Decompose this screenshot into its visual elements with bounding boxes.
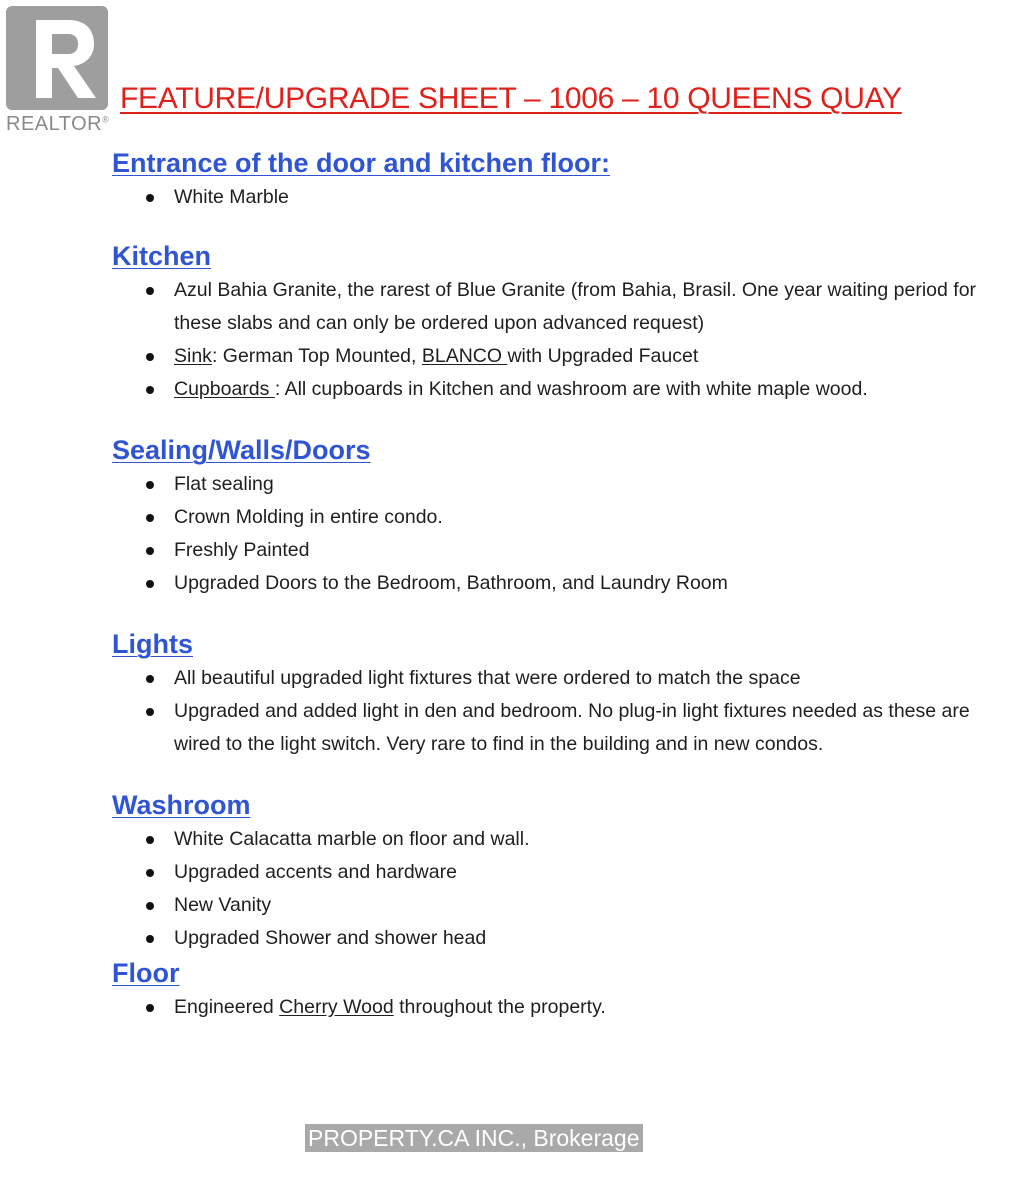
section-heading-entrance: Entrance of the door and kitchen floor:: [112, 148, 611, 178]
section-heading-kitchen: Kitchen: [112, 241, 212, 271]
list-item: New Vanity: [112, 889, 992, 922]
list-item: Upgraded accents and hardware: [112, 856, 992, 889]
list-item: Flat sealing: [112, 468, 992, 501]
list-item-cupboards: [112, 373, 992, 406]
list-item: Upgraded Doors to the Bedroom, Bathroom, and Laundry Room: [112, 567, 992, 600]
entrance-items: [112, 181, 992, 214]
sink-text-2: with Upgraded Faucet: [507, 345, 699, 367]
kitchen-items: [112, 274, 992, 406]
realtor-wordmark: REALTOR®: [6, 113, 110, 135]
floor-text-2: throughout the property.: [393, 996, 606, 1018]
floor-text: Engineered: [174, 996, 280, 1018]
realtor-logo: [0, 0, 120, 140]
section-heading-washroom: Washroom: [112, 790, 251, 820]
list-item: Upgraded Shower and shower head: [112, 922, 992, 955]
list-item: Crown Molding in entire condo.: [112, 501, 992, 534]
section-heading-floor: Floor: [112, 958, 180, 988]
section-heading-lights: Lights: [112, 629, 193, 659]
sink-text: : German Top Mounted,: [211, 345, 422, 367]
list-item-sink: [112, 340, 992, 373]
sealing-items: [112, 468, 992, 600]
list-item: Freshly Painted: [112, 534, 992, 567]
list-item: White Calacatta marble on floor and wall.: [112, 823, 992, 856]
list-item-floor: [112, 991, 992, 1024]
list-item: Azul Bahia Granite, the rarest of Blue Granite (from Bahia, Brasil. One year waiting period for these slabs and can only be ordered upon advanced request): [112, 274, 992, 340]
brokerage-watermark: PROPERTY.CA INC., Brokerage: [305, 1124, 643, 1152]
cupboards-label: Cupboards: [174, 378, 275, 400]
feature-list: [112, 145, 992, 1024]
washroom-items: [112, 823, 992, 955]
list-item: Upgraded and added light in den and bedroom. No plug-in light fixtures needed as these are wired to the light switch. Very rare to find in the building and in new condos.: [112, 695, 992, 761]
lights-items: [112, 662, 992, 761]
section-heading-sealing: Sealing/Walls/Doors: [112, 435, 371, 465]
floor-wood: Cherry Wood: [279, 996, 394, 1018]
list-item: All beautiful upgraded light fixtures that were ordered to match the space: [112, 662, 992, 695]
cupboards-text: : All cupboards in Kitchen and washroom are with white maple wood.: [274, 378, 868, 400]
realtor-r-icon: [6, 6, 108, 110]
list-item: White Marble: [112, 181, 992, 214]
floor-items: [112, 991, 992, 1024]
sink-brand: BLANCO: [421, 345, 508, 367]
sink-label: Sink: [174, 345, 212, 367]
page-title: FEATURE/UPGRADE SHEET – 1006 – 10 QUEENS QUAY: [120, 82, 902, 115]
